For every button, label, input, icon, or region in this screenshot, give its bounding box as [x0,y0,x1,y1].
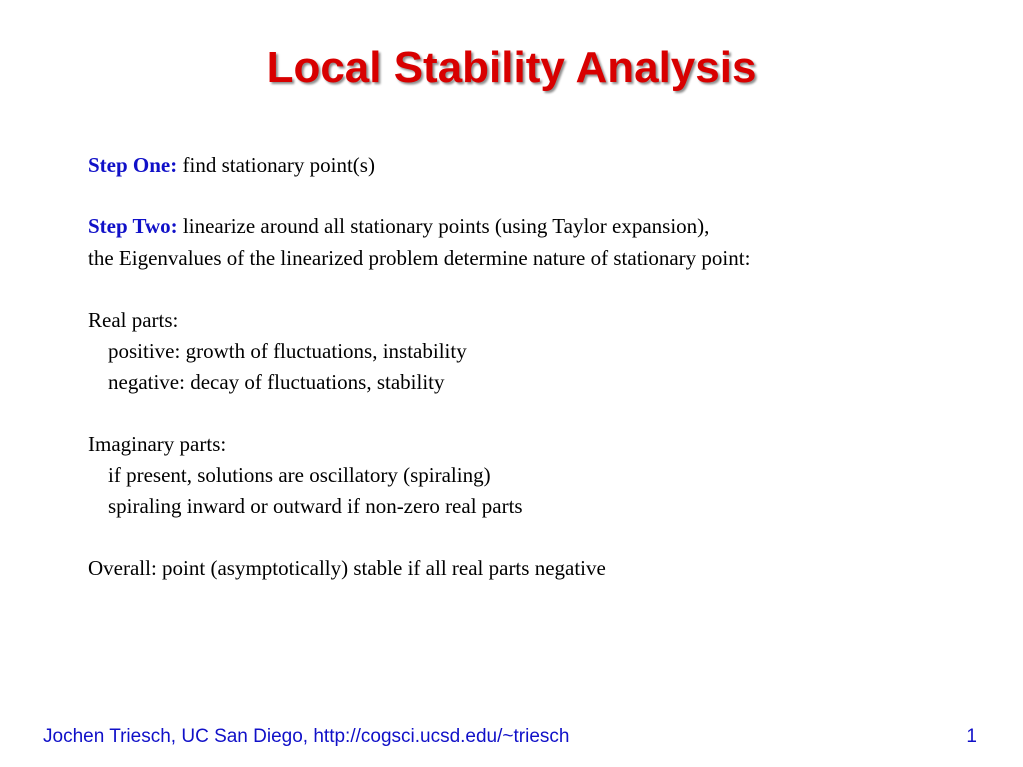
real-parts-positive: positive: growth of fluctuations, instability [108,339,467,363]
real-parts-heading: Real parts: [88,308,179,332]
step-two-text: linearize around all stationary points (using Taylor expansion), [177,214,710,238]
overall-statement: Overall: point (asymptotically) stable if all real parts negative [88,556,606,580]
real-parts-negative: negative: decay of fluctuations, stability [108,370,445,394]
imaginary-parts-heading: Imaginary parts: [88,432,227,456]
footer-author: Jochen Triesch, UC San Diego, http://cogsci.ucsd.edu/~triesch [43,726,570,747]
imaginary-parts-spiraling: spiraling inward or outward if non-zero real parts [108,494,523,518]
step-one-text: find stationary point(s) [177,153,375,177]
imaginary-parts-present: if present, solutions are oscillatory (spiraling) [108,463,491,487]
step-one-label: Step One: [88,153,178,177]
step-two-label: Step Two: [88,214,178,238]
step-two-continuation: the Eigenvalues of the linearized problem determine nature of stationary point: [88,246,751,270]
slide-title: Local Stability Analysis [266,43,757,92]
step-one-line [88,150,375,180]
step-two-line [88,211,709,241]
page-number: 1 [966,726,977,747]
